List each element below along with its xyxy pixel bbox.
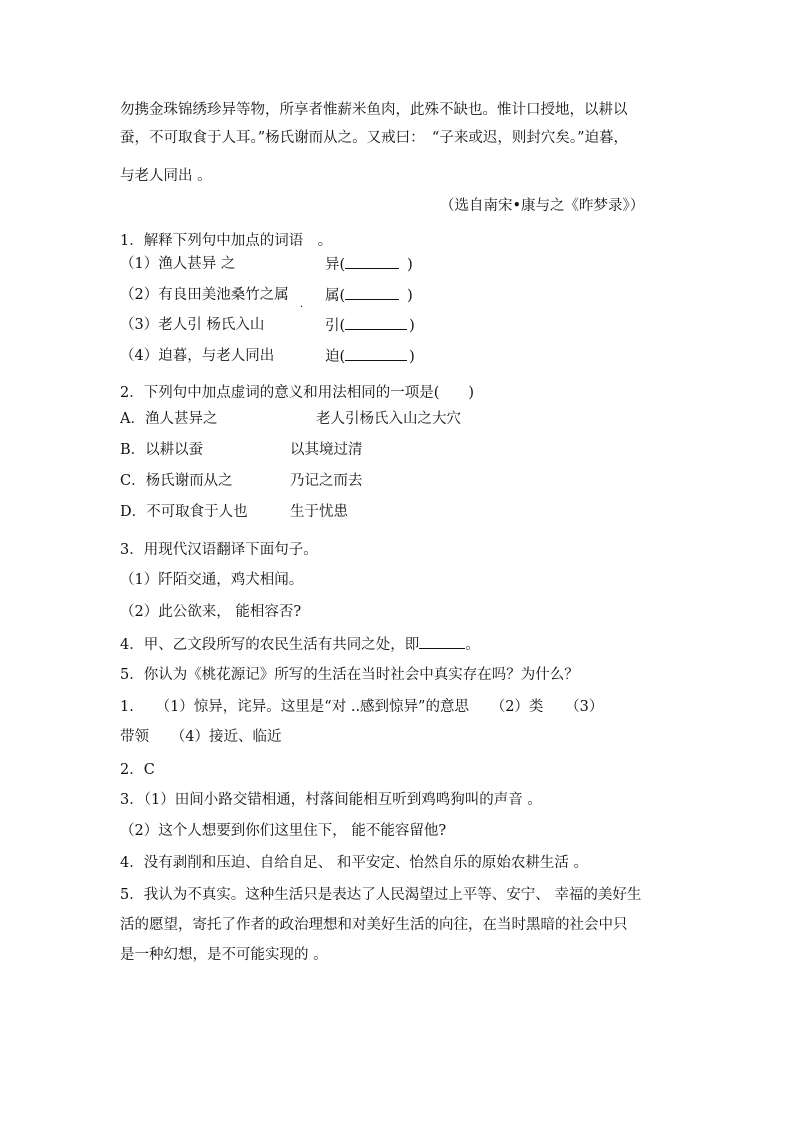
q3-item-1: （1）阡陌交通，鸡犬相闻。 bbox=[120, 572, 304, 588]
answer-5-line-1: 5．我认为不真实。这种生活只是表达了人民渴望过上平等、安宁、 幸福的美好生 bbox=[120, 887, 642, 903]
q1-answer-1: 异( ) bbox=[325, 254, 413, 275]
q1-word: 引 bbox=[325, 318, 340, 334]
q1-stem: 1．解释下列句中加点的词语 。 bbox=[120, 233, 333, 249]
q2-stem: 2．下列句中加点虚词的意义和用法相同的一项是( ) bbox=[120, 385, 475, 401]
answer-5-line-2: 活的愿望，寄托了作者的政治理想和对美好生活的向往，在当时黑暗的社会中只 bbox=[120, 917, 628, 933]
q1-word: 属 bbox=[325, 288, 340, 304]
answer-blank[interactable] bbox=[419, 634, 465, 649]
answer-4: 4．没有剥削和压迫、自给自足、 和平安定、怡然自乐的原始农耕生活 。 bbox=[120, 855, 588, 871]
q5-stem: 5．你认为《桃花源记》所写的生活在当时社会中真实存在吗？为什么？ bbox=[120, 667, 579, 683]
q1-answer-3: 引( ) bbox=[325, 315, 415, 336]
q1-item-2: （2）有良田美池桑竹之属 bbox=[120, 287, 289, 303]
answer-2: 2．C bbox=[120, 762, 155, 778]
q2-option-b-right: 以其境过清 bbox=[290, 442, 363, 458]
q1-item-3: （3）老人引 杨氏入山 bbox=[120, 317, 265, 333]
q2-option-c-left[interactable]: C．杨氏谢而从之 bbox=[120, 473, 233, 489]
answer-5-line-3: 是一种幻想，是不可能实现的 。 bbox=[120, 947, 328, 963]
q1-answer-4: 迫( ) bbox=[325, 346, 415, 367]
q2-option-d-right: 生于忧患 bbox=[290, 504, 348, 520]
passage-source: （选自南宋•康与之《昨梦录》） bbox=[440, 198, 645, 214]
q1-word: 迫 bbox=[325, 349, 340, 365]
emphasis-dot: · bbox=[300, 302, 304, 313]
q2-option-a-left[interactable]: A．渔人甚异之 bbox=[120, 411, 218, 427]
answer-blank[interactable] bbox=[345, 285, 399, 300]
q2-option-d-left[interactable]: D．不可取食于人也 bbox=[120, 504, 248, 520]
passage-line-2: 蚕，不可取食于人耳。”杨氏谢而从之。又戒曰： “子来或迟，则封穴矣。”迫暮， bbox=[120, 130, 628, 146]
passage-line-3: 与老人同出 。 bbox=[120, 168, 212, 184]
q1-word: 异 bbox=[325, 257, 340, 273]
q3-stem: 3．用现代汉语翻译下面句子。 bbox=[120, 542, 318, 558]
passage-line-1: 勿携金珠锦绣珍异等物，所享者惟薪米鱼肉，此殊不缺也。惟计口授地，以耕以 bbox=[120, 102, 628, 118]
answer-1-line-2: 带领 （4）接近、临近 bbox=[120, 729, 282, 745]
q1-item-4: （4）迫暮，与老人同出 bbox=[120, 348, 275, 364]
q1-item-1: （1）渔人甚异 之 bbox=[120, 256, 236, 272]
q4-stem: 4．甲、乙文段所写的农民生活有共同之处，即 。 bbox=[120, 634, 480, 655]
answer-blank[interactable] bbox=[345, 346, 407, 361]
q2-option-c-right: 乃记之而去 bbox=[290, 473, 363, 489]
answer-blank[interactable] bbox=[345, 315, 407, 330]
q2-option-a-right: 老人引杨氏入山之大穴 bbox=[316, 411, 461, 427]
answer-1-line-1: 1. （1）惊异，诧异。这里是“对 ..感到惊异”的意思 （2）类 （3） bbox=[120, 699, 604, 715]
answer-3-line-1: 3．（1）田间小路交错相通，村落间能相互听到鸡鸣狗叫的声音 。 bbox=[120, 792, 542, 808]
q2-option-b-left[interactable]: B．以耕以蚕 bbox=[120, 442, 204, 458]
answer-3-line-2: （2）这个人想要到你们这里住下， 能不能容留他? bbox=[120, 823, 447, 839]
answer-blank[interactable] bbox=[345, 254, 399, 269]
q1-answer-2: 属( ) bbox=[325, 285, 413, 306]
q3-item-2: （2）此公欲来， 能相容否? bbox=[120, 604, 302, 620]
